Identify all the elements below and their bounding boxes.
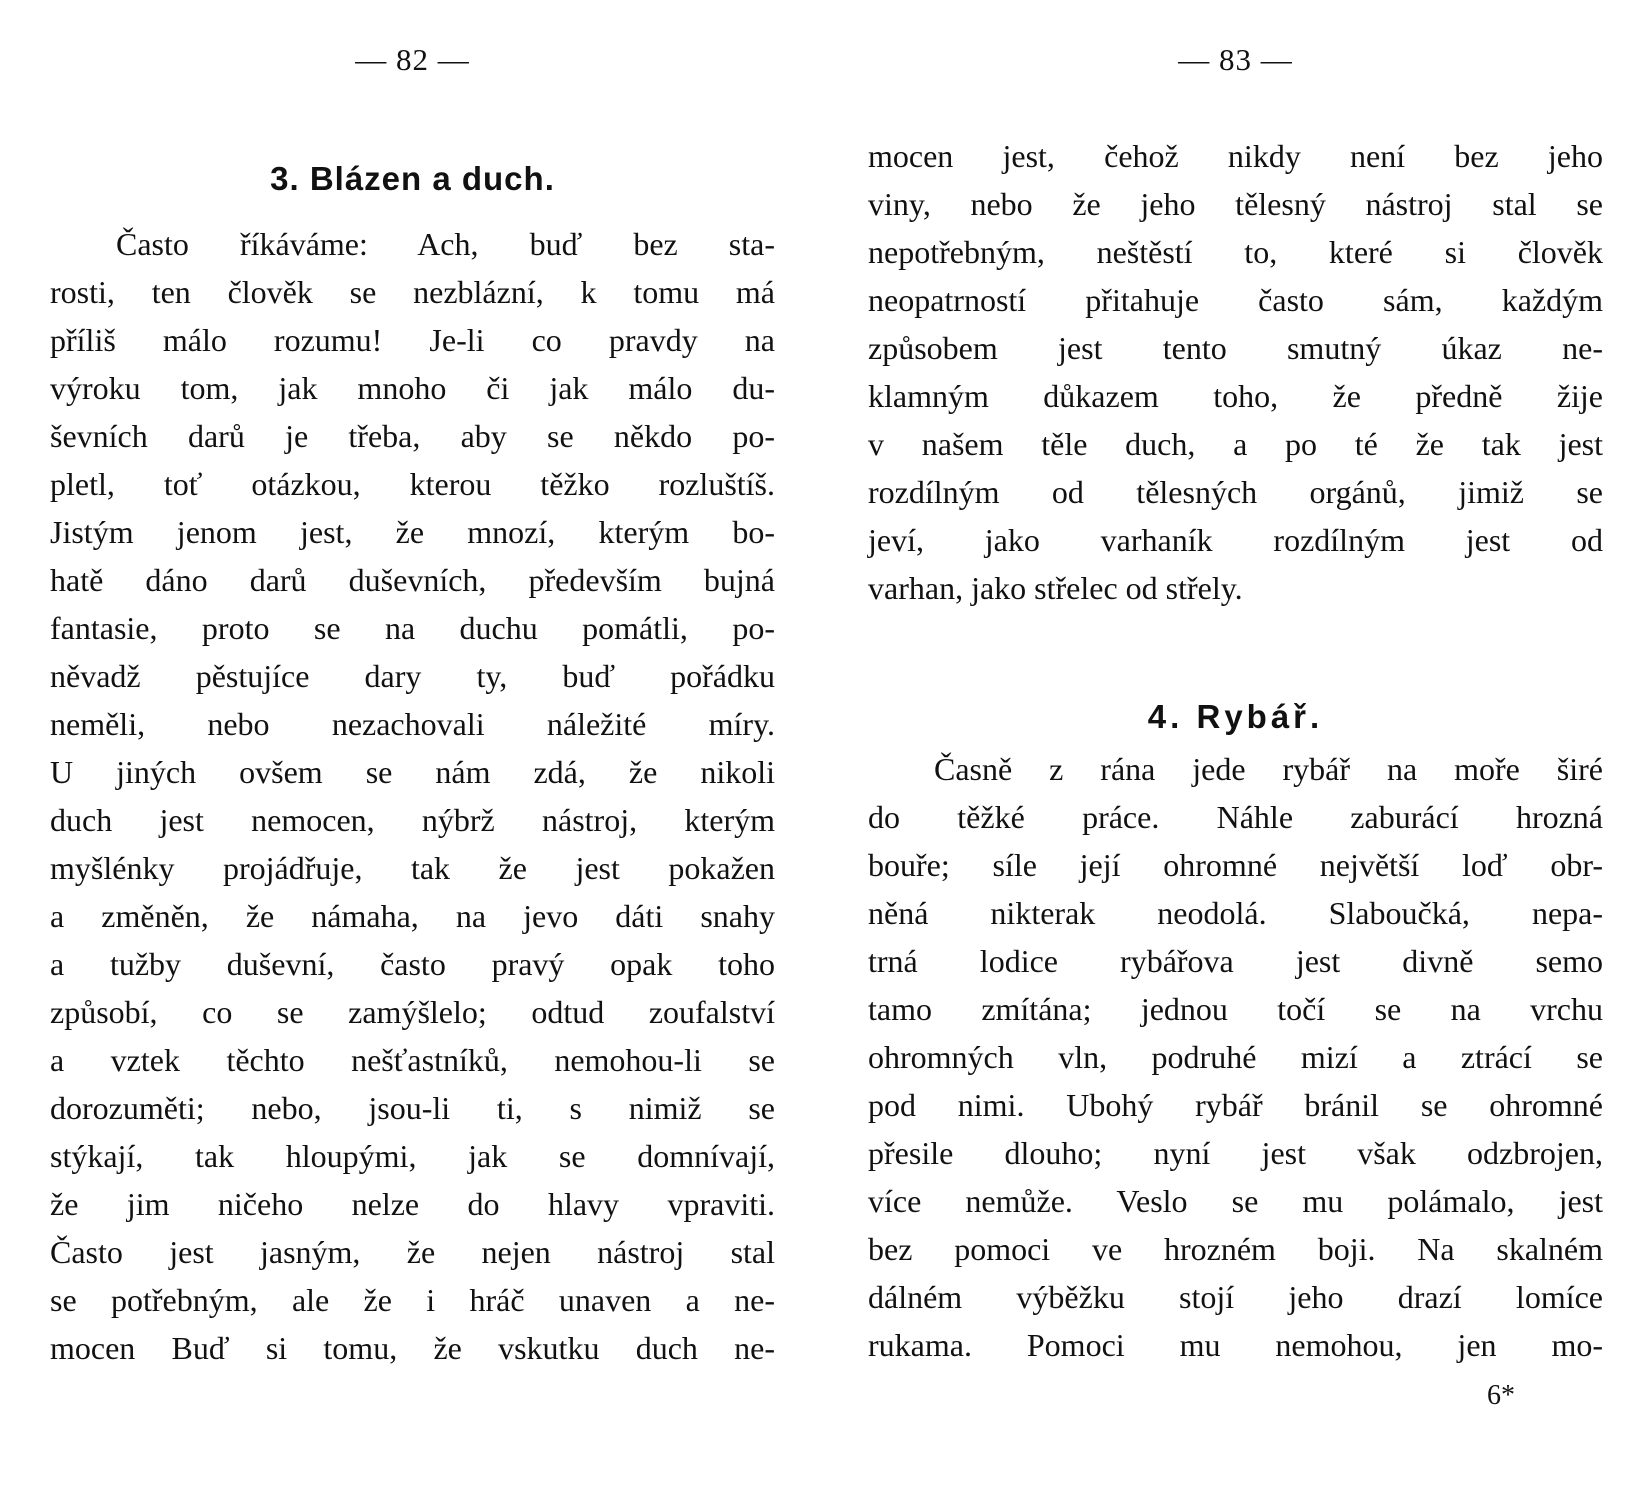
continuation-text xyxy=(868,132,1603,612)
text-line: tamo zmítána; jednou točí se na vrchu xyxy=(868,991,1603,1027)
signature-mark: 6* xyxy=(1487,1380,1515,1411)
text-line: stýkají, tak hloupými, jak se domnívají, xyxy=(50,1138,775,1174)
text-line: něná nikterak neodolá. Slaboučká, nepa- xyxy=(868,895,1603,931)
text-line: způsobem jest tento smutný úkaz ne- xyxy=(868,330,1603,366)
text-line: do těžké práce. Náhle zaburácí hrozná xyxy=(868,799,1603,835)
text-line: neopatrností přitahuje často sám, každým xyxy=(868,282,1603,318)
text-line: se potřebným, ale že i hráč unaven a ne- xyxy=(50,1282,775,1318)
text-line: pletl, toť otázkou, kterou těžko rozluštíš. xyxy=(50,466,775,502)
text-line: že jim ničeho nelze do hlavy vpraviti. xyxy=(50,1186,775,1222)
text-line: výroku tom, jak mnoho či jak málo du- xyxy=(50,370,775,406)
page-number: — 82 — xyxy=(355,42,470,77)
text-line: Jistým jenom jest, že mnozí, kterým bo- xyxy=(50,514,775,550)
text-line: a vztek těchto nešťastníků, nemohou-li se xyxy=(50,1042,775,1078)
chapter-title: 4. Rybář. xyxy=(1147,698,1324,735)
page-number: — 83 — xyxy=(1178,42,1293,77)
text-line: Časně z rána jede rybář na moře širé xyxy=(934,751,1603,787)
text-line: rozdílným od tělesných orgánů, jimiž se xyxy=(868,474,1603,510)
text-line: způsobí, co se zamýšlelo; odtud zoufalství xyxy=(50,994,775,1030)
text-line: přesile dlouho; nyní jest však odzbrojen, xyxy=(868,1135,1603,1171)
text-line: dálném výběžku stojí jeho drazí lomíce xyxy=(868,1279,1603,1315)
left-page xyxy=(50,0,775,1500)
text-line: Často jest jasným, že nejen nástroj stal xyxy=(50,1234,775,1270)
text-line: U jiných ovšem se nám zdá, že nikoli xyxy=(50,754,775,790)
text-line: neměli, nebo nezachovali náležité míry. xyxy=(50,706,775,742)
text-line: rosti, ten člověk se nezblázní, k tomu má xyxy=(50,274,775,310)
text-line: a tužby duševní, často pravý opak toho xyxy=(50,946,775,982)
text-line: rukama. Pomoci mu nemohou, jen mo- xyxy=(868,1327,1603,1363)
text-line: trná lodice rybářova jest divně semo xyxy=(868,943,1603,979)
text-line: a změněn, že námaha, na jevo dáti snahy xyxy=(50,898,775,934)
text-line: nepotřebným, neštěstí to, které si člověk xyxy=(868,234,1603,270)
text-line: v našem těle duch, a po té že tak jest xyxy=(868,426,1603,462)
chapter-title: 3. Blázen a duch. xyxy=(270,160,555,197)
text-line: mocen Buď si tomu, že vskutku duch ne- xyxy=(50,1330,775,1366)
text-line: příliš málo rozumu! Je-li co pravdy na xyxy=(50,322,775,358)
right-page xyxy=(868,0,1603,1500)
chapter-text xyxy=(50,220,775,1372)
text-line: viny, nebo že jeho tělesný nástroj stal se xyxy=(868,186,1603,222)
text-line: myšlénky projádřuje, tak že jest pokažen xyxy=(50,850,775,886)
text-line: varhan, jako střelec od střely. xyxy=(868,570,1243,606)
text-line: mocen jest, čehož nikdy není bez jeho xyxy=(868,138,1603,174)
chapter-text xyxy=(868,745,1603,1369)
text-line: ševních darů je třeba, aby se někdo po- xyxy=(50,418,775,454)
text-line: bez pomoci ve hrozném boji. Na skalném xyxy=(868,1231,1603,1267)
text-line: fantasie, proto se na duchu pomátli, po- xyxy=(50,610,775,646)
text-line: pod nimi. Ubohý rybář bránil se ohromné xyxy=(868,1087,1603,1123)
text-line: ohromných vln, podruhé mizí a ztrácí se xyxy=(868,1039,1603,1075)
text-line: klamným důkazem toho, že předně žije xyxy=(868,378,1603,414)
text-line: bouře; síle její ohromné největší loď obr- xyxy=(868,847,1603,883)
text-line: dorozuměti; nebo, jsou-li ti, s nimiž se xyxy=(50,1090,775,1126)
text-line: duch jest nemocen, nýbrž nástroj, kterým xyxy=(50,802,775,838)
text-line: něvadž pěstujíce dary ty, buď pořádku xyxy=(50,658,775,694)
text-line: více nemůže. Veslo se mu polámalo, jest xyxy=(868,1183,1603,1219)
text-line: jeví, jako varhaník rozdílným jest od xyxy=(868,522,1603,558)
text-line: Často říkáváme: Ach, buď bez sta- xyxy=(116,226,775,262)
text-line: hatě dáno darů duševních, především bujná xyxy=(50,562,775,598)
